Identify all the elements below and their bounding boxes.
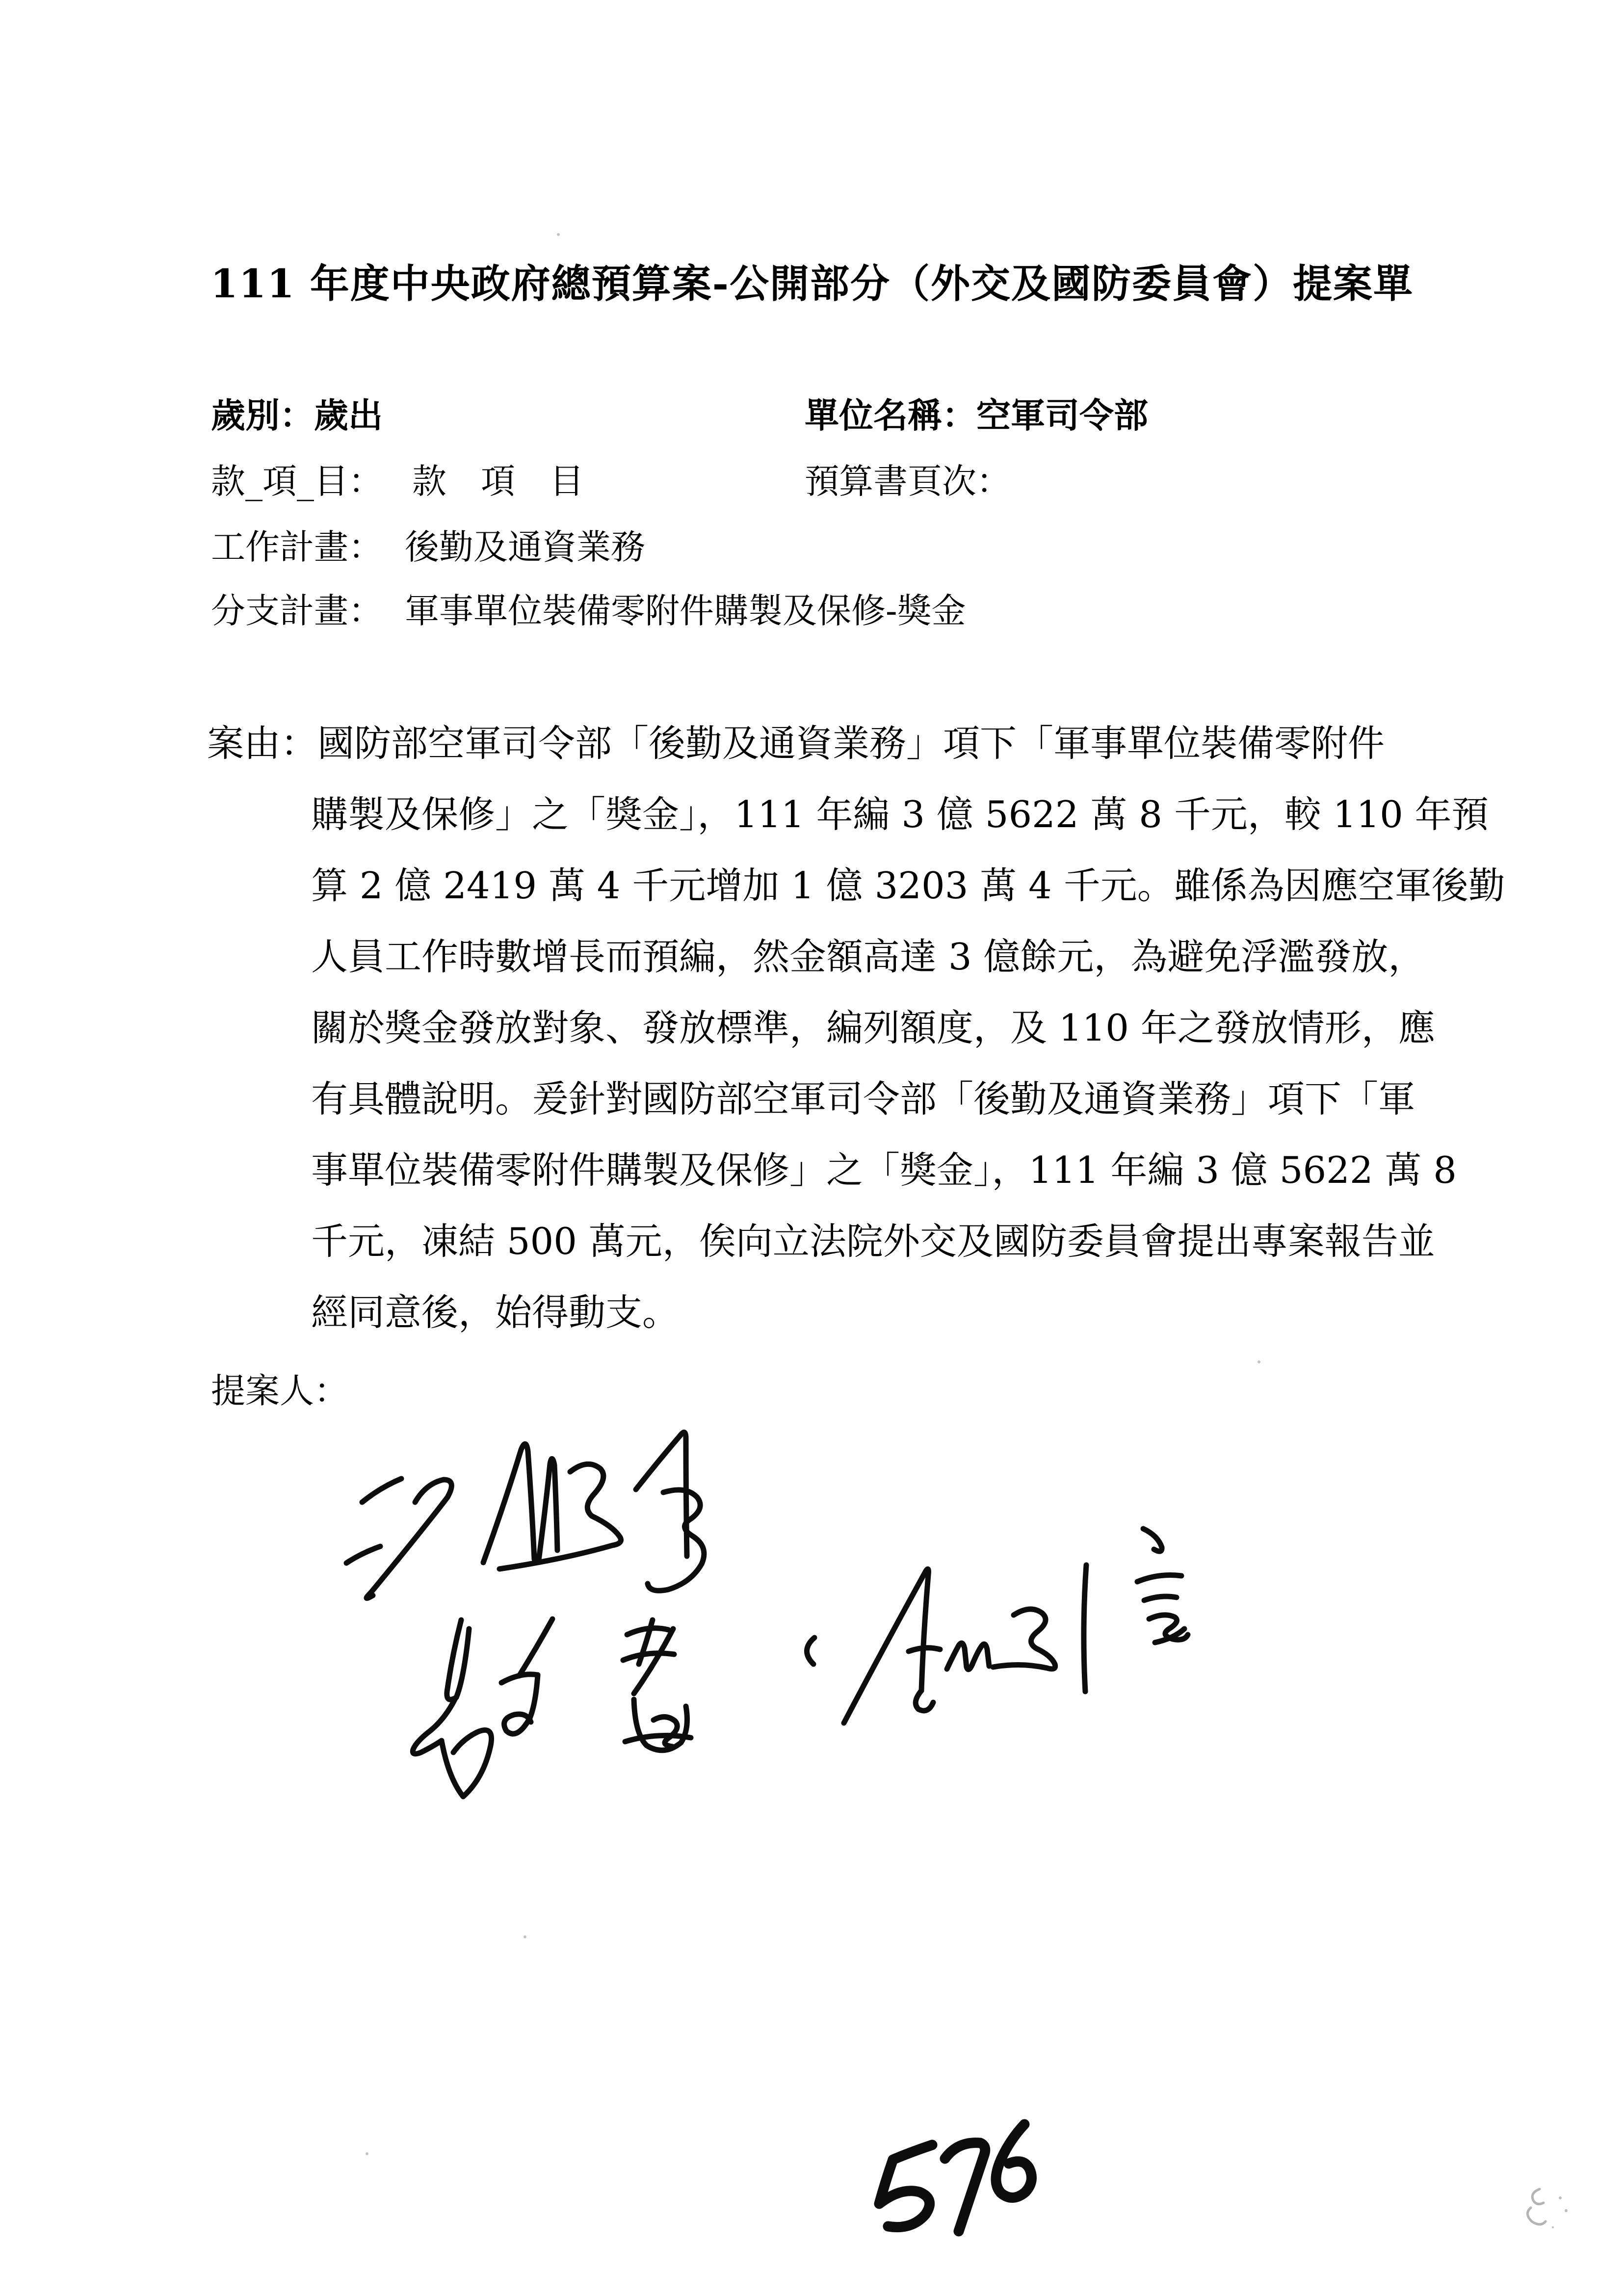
case-line: 千元，凍結 500 萬元，俟向立法院外交及國防委員會提出專案報告並 [311,1220,1435,1263]
case-line: 購製及保修」之「獎金」，111 年編 3 億 5622 萬 8 千元，較 110 年預 [311,793,1489,836]
handwritten-page-number [879,2124,1032,2231]
field-budget-book-page [805,461,1011,501]
field-unit-name [805,395,1148,436]
case-line: 算 2 億 2419 萬 4 千元增加 1 億 3203 萬 4 千元。雖係為因應空軍後勤 [311,864,1505,907]
field-branch-plan [211,591,966,631]
field-branch-plan-value: 軍事單位裝備零附件購製及保修-獎金 [405,591,966,631]
case-description [207,708,1505,1348]
field-item-number-label: 款_項_目： [211,461,383,501]
field-work-plan-label: 工作計畫： [211,527,383,567]
field-branch-plan-label: 分支計畫： [211,591,383,631]
field-item-number-value: 款 項 目 [412,461,584,501]
signature-2 [413,1619,691,1797]
field-work-plan-value: 後勤及通資業務 [405,527,645,567]
proposer-label: 提案人： [211,1371,348,1411]
case-line: 事單位裝備零附件購製及保修」之「獎金」，111 年編 3 億 5622 萬 8 [311,1148,1457,1192]
case-line: 有具體說明。爰針對國防部空軍司令部「後勤及通資業務」項下「軍 [311,1077,1415,1121]
field-fiscal-category-label: 歲別： [211,395,314,436]
field-work-plan [211,527,645,567]
field-item-number [211,461,584,501]
case-line: 關於獎金發放對象、發放標準，編列額度，及 110 年之發放情形，應 [311,1006,1435,1049]
signature-1 [346,1433,704,1598]
signature-3 [807,1529,1188,1723]
case-label: 案由： [207,722,318,765]
field-fiscal-category-value: 歲出 [314,395,383,436]
field-unit-name-value: 空軍司令部 [976,395,1148,436]
field-budget-book-page-label: 預算書頁次： [805,461,1011,501]
case-line: 人員工作時數增長而預編，然金額高達 3 億餘元，為避免浮濫發放， [311,935,1425,978]
scan-smudge [1527,2189,1568,2228]
field-fiscal-category [211,395,383,436]
field-unit-name-label: 單位名稱： [805,395,976,436]
case-line [207,708,1443,779]
page-title: 111 年度中央政府總預算案-公開部分（外交及國防委員會）提案單 [210,261,1414,307]
case-line: 經同意後，始得動支。 [311,1291,680,1334]
case-line-text: 國防部空軍司令部「後勤及通資業務」項下「軍事單位裝備零附件 [317,722,1385,765]
